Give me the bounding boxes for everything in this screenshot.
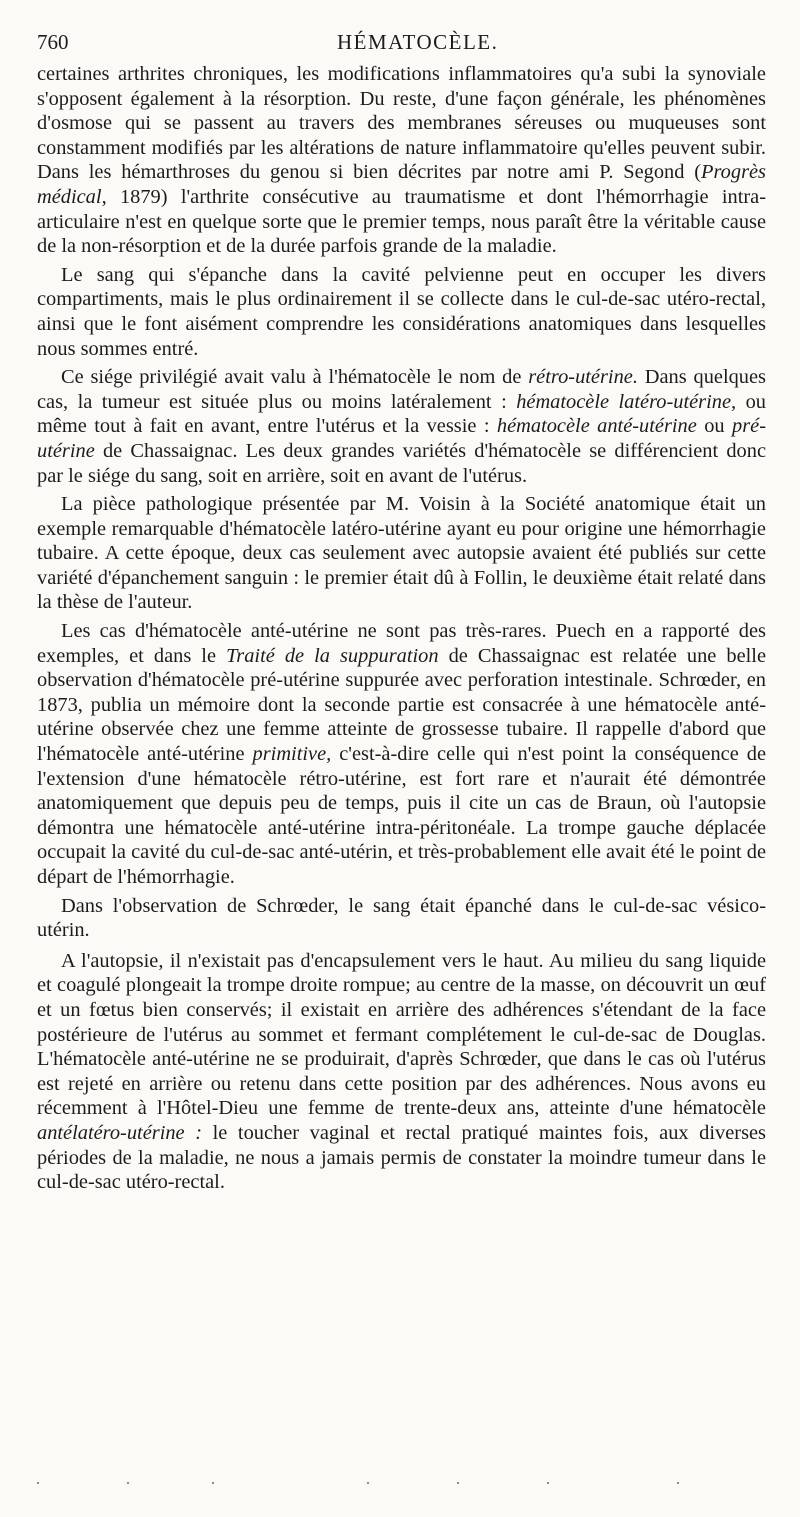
text-run: ou <box>696 415 733 438</box>
paragraph <box>37 62 766 259</box>
text-run: , 1879) l'arthrite consécutive au traumatisme et dont l'hémorrhagie intra-articulaire n'est en quelque sorte que le premier temps, nous paraît être la véritable cause de la non-résorption et de la durée parfois grande de la maladie. <box>37 185 766 258</box>
text-run: Le sang qui s'épanche dans la cavité pelvienne peut en occuper les divers compartiments, mais le plus ordinairement il se collecte dans le cul-de-sac utéro-rectal, ainsi que le font aisément comprendre les considérations anatomiques dans lesquelles nous sommes entré. <box>37 263 766 360</box>
paragraph <box>37 949 766 1195</box>
text-run: certaines arthrites chroniques, les modifications inflammatoires qu'a subi la synoviale s'opposent également à la résorption. Du reste, d'une façon générale, les phénomènes d'osmose qui se passent au travers des membranes séreuses ou muqueuses sont constamment modifiés par les altérations de nature inflammatoire qu'elles peuvent subir. Dans les hémarthroses du genou si bien décrites par notre ami P. Segond ( <box>37 63 766 184</box>
print-specks <box>37 1470 737 1490</box>
text-run: de Chassaignac est relatée une belle observation d'hématocèle pré-utérine suppurée avec perforation intestinale. Schrœder, en 1873, publia un mémoire dont la seconde partie est consacrée à une hématocèle anté-utérine observée chez une femme atteinte de grossesse tubaire. Il rappelle d'abord que l'hématocèle anté-utérine <box>37 644 766 766</box>
paragraph <box>37 365 766 488</box>
italic-text: pré-utérine <box>37 415 766 462</box>
paragraph <box>37 263 766 361</box>
body-text <box>37 62 766 1195</box>
paragraph <box>37 619 766 890</box>
text-run: ou même tout à fait en avant, entre l'utérus et la vessie : <box>37 390 766 438</box>
italic-text: primitive, <box>252 743 332 766</box>
italic-text: Traité de la suppuration <box>226 644 439 667</box>
page-number: 760 <box>37 30 69 54</box>
text-run: Dans quelques cas, la tumeur est située plus ou moins latéralement : <box>37 366 766 413</box>
italic-text: hématocèle latéro-utérine, <box>516 390 737 413</box>
paragraph <box>37 492 766 615</box>
italic-text: hématocèle anté-utérine <box>496 415 697 438</box>
italic-text: rétro-utérine. <box>528 366 638 389</box>
text-run: de Chassaignac. Les deux grandes variétés d'hématocèle se différencient donc par le siége du sang, soit en arrière, soit en avant de l'utérus. <box>37 439 766 487</box>
text-run: c'est-à-dire celle qui n'est point la conséquence de l'extension d'une hématocèle rétro-utérine, est fort rare et n'aurait été démontrée anatomiquement que depuis peu de temps, puis il cite un cas de Braun, où l'autopsie démontra une hématocèle anté-utérine intra-péritonéale. La trompe gauche déplacée occupait la cavité du cul-de-sac anté-utérin, et très-probablement elle avait été le point de départ de l'hémorrhagie. <box>37 743 766 888</box>
text-run: le toucher vaginal et rectal pratiqué maintes fois, aux diverses périodes de la maladie, ne nous a jamais permis de constater la moindre tumeur dans le cul-de-sac utéro-rectal. <box>37 1121 766 1194</box>
text-run: Dans l'observation de Schrœder, le sang était épanché dans le cul-de-sac vésico-utérin. <box>37 894 766 942</box>
text-run: A l'autopsie, il n'existait pas d'encapsulement vers le haut. Au milieu du sang liquide et coagulé plongeait la trompe droite rompue; au centre de la masse, on découvrit un œuf et un fœtus bien conservés; il existait en arrière des adhérences s'étendant de la face postérieure de l'utérus au sommet et fermant complétement le cul-de-sac de Douglas. L'hématocèle anté-utérine ne se produirait, d'après Schrœder, que dans le cas où l'utérus est rejeté en arrière ou retenu dans cette position par des adhérences. Nous avons eu récemment à l'Hôtel-Dieu une femme de trente-deux ans, atteinte d'une hématocèle <box>37 949 766 1120</box>
page-header <box>37 30 770 60</box>
text-run: Les cas d'hématocèle anté-utérine ne sont pas très-rares. Puech en a rapporté des exemples, et dans le <box>37 620 766 667</box>
paragraph <box>37 894 766 943</box>
text-run: La pièce pathologique présentée par M. Voisin à la Société anatomique était un exemple remarquable d'hématocèle latéro-utérine ayant eu pour origine une hémorrhagie tubaire. A cette époque, deux cas seulement avec autopsie avaient été publiés sur cette variété d'épanchement sanguin : le premier était dû à Follin, le deuxième était relaté dans la thèse de l'auteur. <box>37 493 766 614</box>
text-run: Ce siége privilégié avait valu à l'hématocèle le nom de <box>61 366 529 389</box>
italic-text: antélatéro-utérine : <box>37 1121 202 1144</box>
running-title: HÉMATOCÈLE. <box>337 30 499 54</box>
italic-text: Progrès médical <box>37 161 766 208</box>
